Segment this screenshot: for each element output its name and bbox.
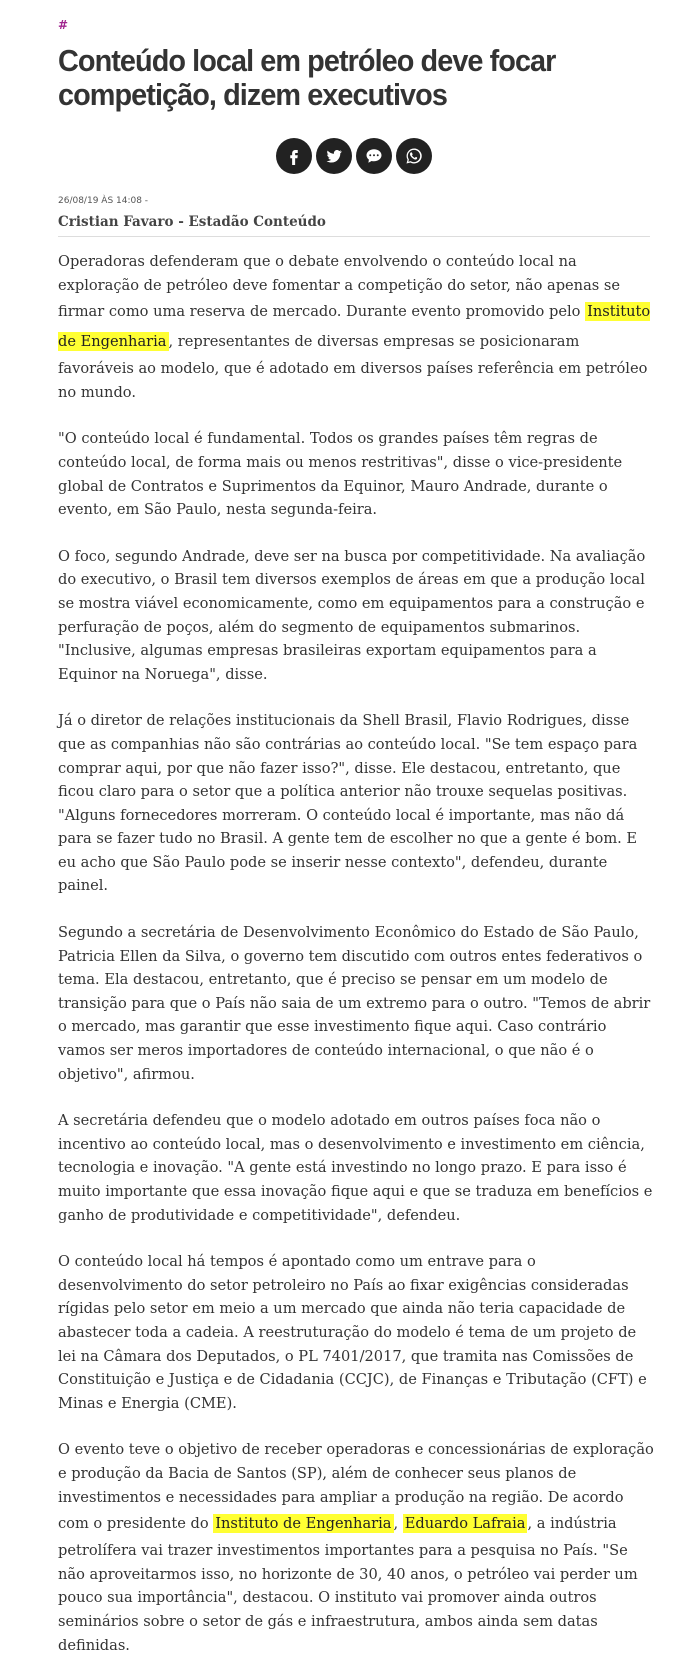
share-comment-button[interactable] <box>356 138 392 174</box>
paragraph-text: , a indústria petrolífera vai trazer investimentos importantes para a pesquisa no País. "Se não aproveitarmos isso, no horizonte de 30, 40 anos, o petróleo vai perder um pouco sua importância", destacou. O instituto vai promover ainda outros seminários sobre o setor de gás e infraestrutura, ambos ainda sem datas definidas. <box>58 1515 638 1654</box>
comment-icon <box>365 147 383 165</box>
paragraph: O foco, segundo Andrade, deve ser na busca por competitividade. Na avaliação do executivo, o Brasil tem diversos exemplos de áreas em que a produção local se mostra viável economicamente, como em equipamentos para a construção e perfuração de poços, além do segmento de equipamentos submarinos. "Inclusive, algumas empresas brasileiras exportam equipamentos para a Equinor na Noruega", disse. <box>58 547 646 683</box>
share-facebook-button[interactable] <box>276 138 312 174</box>
author-byline: Cristian Favaro - Estadão Conteúdo <box>58 214 650 237</box>
publish-date: 26/08/19 ÀS 14:08 - <box>58 196 149 206</box>
twitter-icon <box>325 147 343 165</box>
paragraph: O conteúdo local há tempos é apontado como um entrave para o desenvolvimento do setor petroleiro no País ao fixar exigências consideradas rígidas pelo setor em meio a um mercado que ainda não teria capacidade de abastecer toda a cadeia. A reestruturação do modelo é tema de um projeto de lei na Câmara dos Deputados, o PL 7401/2017, que tramita nas Comissões de Constituição e Justiça e de Cidadania (CCJC), de Finanças e Tributação (CFT) e Minas e Energia (CME). <box>58 1253 647 1412</box>
paragraph-text: , <box>393 1515 403 1533</box>
paragraph-text: , representantes de diversas empresas se posicionaram favoráveis ao modelo, que é adotado em diversos países referência em petróleo no mundo. <box>58 333 648 401</box>
paragraph: Já o diretor de relações institucionais da Shell Brasil, Flavio Rodrigues, disse que as companhias não são contrárias ao conteúdo local. "Se tem espaço para comprar aqui, por que não fazer isso?", disse. Ele destacou, entretanto, que ficou claro para o setor que a política anterior não trouxe sequelas positivas. "Alguns fornecedores morreram. O conteúdo local é importante, mas não dá para se fazer tudo no Brasil. A gente tem de escolher no que a gente é bom. E eu acho que São Paulo pode se inserir nesse contexto", defendeu, durante painel. <box>58 712 638 895</box>
paragraph-text: Operadoras defenderam que o debate envolvendo o conteúdo local na exploração de petróleo deve fomentar a competição do setor, não apenas se firmar como uma reserva de mercado. Durante evento promovido pelo <box>58 253 621 321</box>
share-twitter-button[interactable] <box>316 138 352 174</box>
paragraph <box>58 1438 658 1657</box>
paragraph: Segundo a secretária de Desenvolvimento Econômico do Estado de São Paulo, Patricia Ellen da Silva, o governo tem discutido com outros entes federativos o tema. Ela destacou, entretanto, que é preciso se pensar em um modelo de transição para que o País não saia de um extremo para o outro. "Temos de abrir o mercado, mas garantir que esse investimento fique aqui. Caso contrário vamos ser meros importadores de conteúdo internacional, o que não é o objetivo", afirmou. <box>58 924 651 1083</box>
paragraph: A secretária defendeu que o modelo adotado em outros países foca não o incentivo ao conteúdo local, mas o desenvolvimento e investimento em ciência, tecnologia e inovação. "A gente está investindo no longo prazo. E para isso é muito importante que essa inovação fique aqui e que se traduza em benefícios e ganho de produtividade e competitividade", defendeu. <box>58 1112 653 1224</box>
paragraph-text: O evento teve o objetivo de receber operadoras e concessionárias de exploração e produção da Bacia de Santos (SP), além de conhecer seus planos de investimentos e necessidades para ampliar a produção na região. De acordo com o presidente do <box>58 1441 654 1533</box>
highlight-link-instituto[interactable]: Instituto de Engenharia <box>215 1515 392 1533</box>
whatsapp-icon <box>405 147 423 165</box>
highlight-link-lafraia[interactable]: Eduardo Lafraia <box>404 1515 526 1533</box>
page-title: Conteúdo local em petróleo deve focar competição, dizem executivos <box>58 43 556 112</box>
paragraph: "O conteúdo local é fundamental. Todos os grandes países têm regras de conteúdo local, de forma mais ou menos restritivas", disse o vice-presidente global de Contratos e Suprimentos da Equinor, Mauro Andrade, durante o evento, em São Paulo, nesta segunda-feira. <box>58 430 623 519</box>
paragraph <box>58 250 658 404</box>
highlight-link-instituto[interactable]: Instituto de Engenharia <box>58 303 651 351</box>
article-body <box>58 250 658 1680</box>
category-tag[interactable]: # <box>58 18 69 32</box>
share-bar <box>276 138 432 174</box>
share-whatsapp-button[interactable] <box>396 138 432 174</box>
facebook-icon <box>285 147 303 165</box>
